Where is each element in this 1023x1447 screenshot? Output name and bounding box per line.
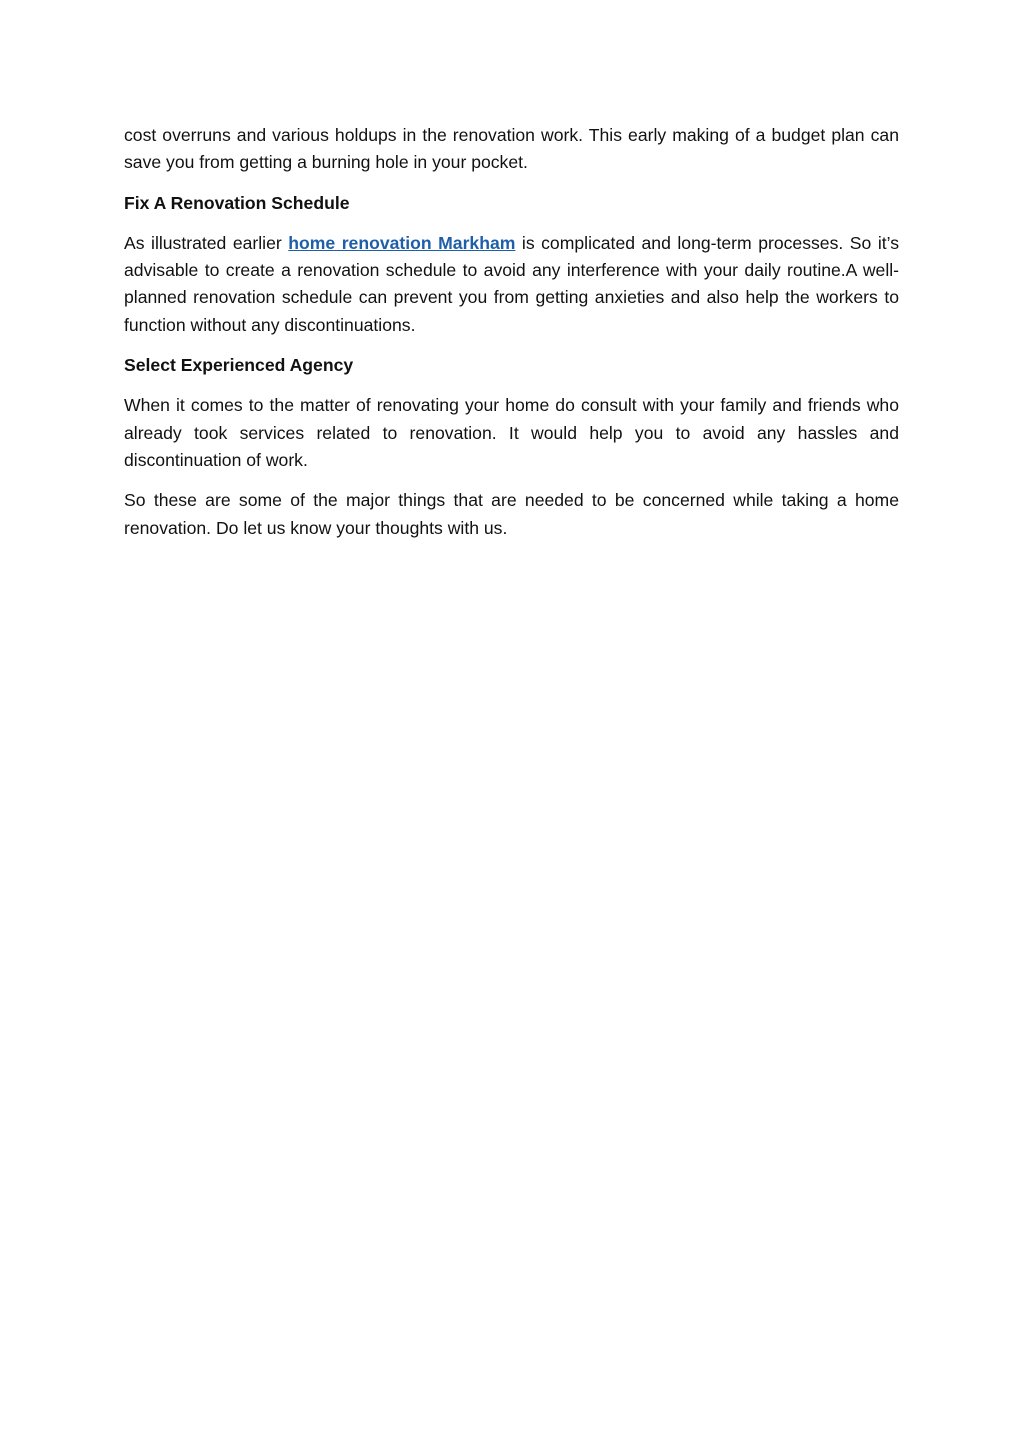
heading-fix-renovation-schedule: Fix A Renovation Schedule — [124, 192, 350, 213]
paragraph-consult-family: When it comes to the matter of renovating your home do consult with your family and friends who already took services related to renovation. It would help you to avoid any hassles and discontinuation of work. — [124, 395, 899, 470]
paragraph-conclusion: So these are some of the major things that are needed to be concerned while taking a home renovation. Do let us know your thoughts with us. — [124, 490, 899, 538]
paragraph-renovation-schedule — [124, 230, 899, 339]
paragraph-text-before-link: As illustrated earlier — [124, 232, 289, 253]
paragraph-text-after-link: is complicated and long-term processes. So it’s advisable to create a renovation schedule to avoid any interference with your daily routine.A well-planned renovation schedule can prevent you from getting anxieties and also help the workers to function without any discontinuations. — [124, 232, 900, 335]
paragraph-budget-continuation: cost overruns and various holdups in the renovation work. This early making of a budget plan can save you from getting a burning hole in your pocket. — [124, 125, 899, 173]
heading-select-experienced-agency: Select Experienced Agency — [124, 355, 354, 376]
document-body — [124, 122, 899, 555]
home-renovation-markham-link[interactable]: home renovation Markham — [288, 232, 516, 253]
